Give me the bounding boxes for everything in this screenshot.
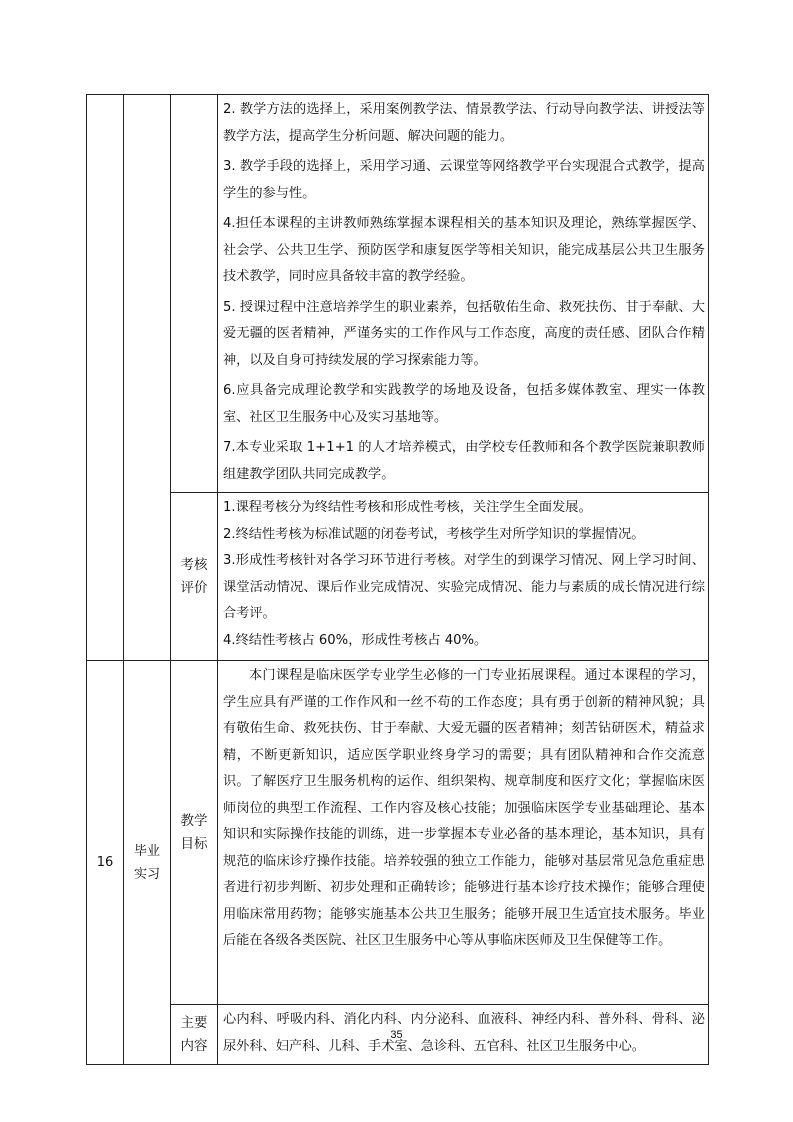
course-name-cell-continued — [124, 95, 171, 661]
requirement-item: 7.本专业采取 1+1+1 的人才培养模式，由学校专任教师和各个教学医院兼职教师组建教学团队共同完成教学。 — [223, 440, 705, 482]
assessment-cell — [218, 493, 709, 661]
assessment-item: 2.终结性考核为标准试题的闭卷考试，考核学生对所学知识的掌握情况。 — [223, 526, 645, 542]
requirement-item: 4.担任本课程的主讲教师熟练掌握本课程相关的基本知识及理论，熟练掌握医学、社会学、公共卫生学、预防医学和康复医学等相关知识，能完成基层公共卫生服务技术教学，同时应具备较丰富的教学经验。 — [223, 216, 705, 284]
teaching-requirements-cell — [218, 95, 709, 493]
table-row — [87, 661, 709, 1005]
page-number: 35 — [390, 1029, 403, 1041]
row-number-cell-continued — [87, 95, 124, 661]
course-name: 毕业 实习 — [124, 661, 171, 1065]
assessment-item: 3.形成性考核针对各学习环节进行考核。对学生的到课学习情况、网上学习时间、课堂活动情况、课后作业完成情况、实验完成情况、能力与素质的成长情况进行综合考评。 — [223, 553, 705, 621]
table-row — [87, 493, 709, 661]
table-row — [87, 95, 709, 493]
objectives-cell — [218, 661, 709, 1005]
assessment-item: 1.课程考核分为终结性考核和形成性考核，关注学生全面发展。 — [223, 500, 592, 515]
requirement-item: 2. 教学方法的选择上，采用案例教学法、情景教学法、行动导向教学法、讲授法等教学方法，提高学生分析问题、解决问题的能力。 — [223, 102, 705, 144]
requirement-item: 3. 教学手段的选择上，采用学习通、云课堂等网络教学平台实现混合式教学，提高学生的参与性。 — [223, 159, 705, 201]
section-label-cell-continued — [171, 95, 218, 493]
content-label: 主要 内容 — [171, 1005, 218, 1065]
requirement-item: 6.应具备完成理论教学和实践教学的场地及设备，包括多媒体教室、理实一体教室、社区卫生服务中心及实习基地等。 — [223, 383, 705, 425]
curriculum-table — [86, 94, 709, 1065]
requirement-item: 5. 授课过程中注意培养学生的职业素养，包括敬佑生命、救死扶伤、甘于奉献、大爱无疆的医者精神，严谨务实的工作作风与工作态度，高度的责任感、团队合作精神，以及自身可持续发展的学习探索能力等。 — [223, 299, 705, 368]
objectives-label: 教学 目标 — [171, 661, 218, 1005]
row-number: 16 — [87, 661, 124, 1065]
content-text: 心内科、呼吸内科、消化内科、内分泌科、血液科、神经内科、普外科、骨科、泌尿外科、妇产科、儿科、手术室、急诊科、五官科、社区卫生服务中心。 — [223, 1012, 705, 1054]
objectives-text: 本门课程是临床医学专业学生必修的一门专业拓展课程。通过本课程的学习，学生应具有严谨的工作作风和一丝不苟的工作态度；具有勇于创新的精神风貌；具有敬佑生命、救死扶伤、甘于奉献、大爱无疆的医者精神；刻苦钻研医术，精益求精，不断更新知识，适应医学职业终身学习的需要；具有团队精神和合作交流意识。了解医疗卫生服务机构的运作、组织架构、规章制度和医疗文化；掌握临床医师岗位的典型工作流程、工作内容及核心技能；加强临床医学专业基础理论、基本知识和实际操作技能的训练，进一步掌握本专业必备的基本理论，基本知识，具有规范的临床诊疗操作技能。培养较强的独立工作能力，能够对基层常见急危重症患者进行初步判断、初步处理和正确转诊；能够进行基本诊疗技术操作；能够合理使用临床常用药物；能够实施基本公共卫生服务；能够开展卫生适宜技术服务。毕业后能在各级各类医院、社区卫生服务中心等从事临床医师及卫生保健等工作。 — [223, 668, 705, 948]
assessment-label: 考核 评价 — [171, 493, 218, 661]
assessment-item: 4.终结性考核占 60%，形成性考核占 40%。 — [223, 632, 488, 648]
